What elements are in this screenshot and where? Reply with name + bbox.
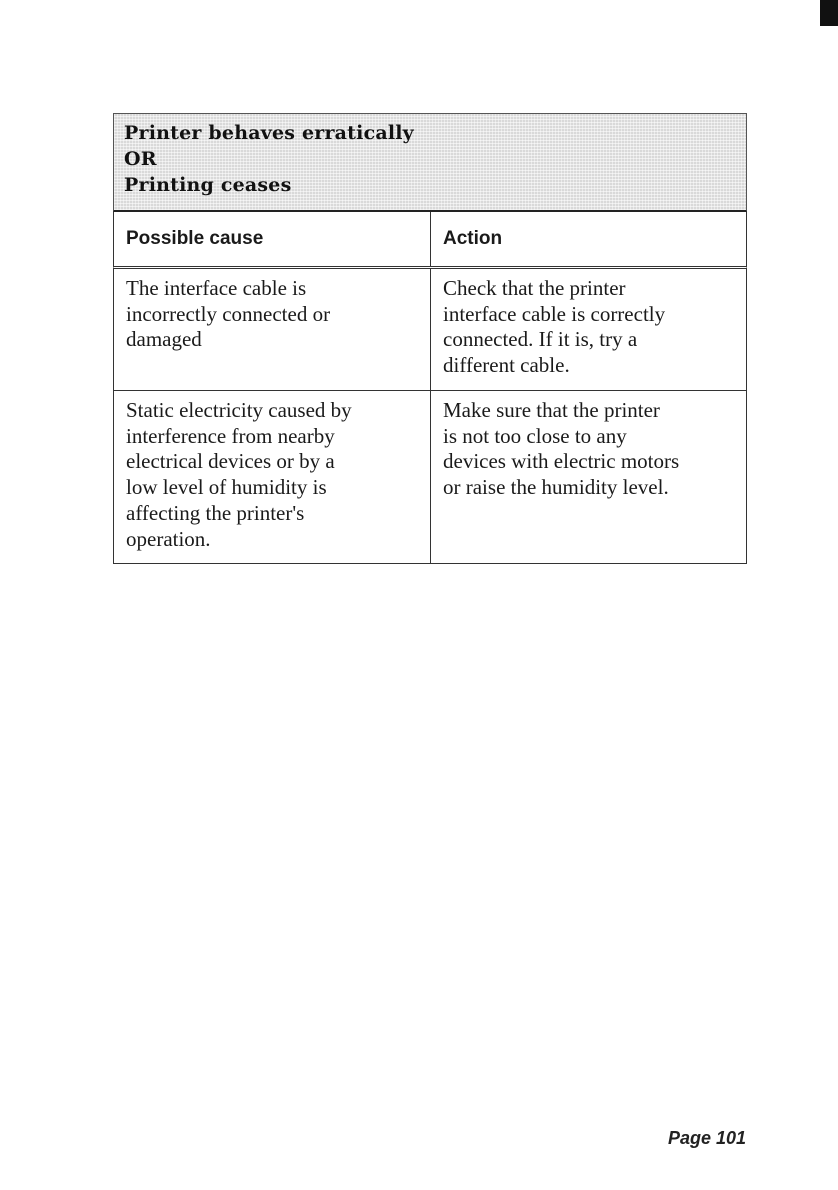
cause-cell: Static electricity caused by interference from nearby electrical devices or by a low level of humidity is affecting the printer's operation.: [114, 391, 431, 563]
page-number: Page 101: [667, 1128, 746, 1148]
table-title-line-2: OR: [124, 148, 157, 170]
table-row: [113, 391, 747, 564]
header-possible-cause: Possible cause: [114, 212, 431, 266]
action-cell: Check that the printer interface cable is correctly connected. If it is, try a different cable.: [443, 276, 666, 378]
header-action: Action: [443, 228, 503, 249]
table-row: [113, 269, 747, 391]
table-title-band: [113, 113, 747, 212]
table-title-line-1: Printer behaves erratically: [124, 122, 414, 144]
corner-registration-mark: [820, 0, 838, 26]
troubleshooting-table: [113, 113, 747, 564]
cause-cell: The interface cable is incorrectly connected or damaged: [114, 269, 431, 390]
table-header-row: [113, 212, 747, 269]
table-title-line-3: Printing ceases: [124, 174, 292, 196]
action-cell: Make sure that the printer is not too close to any devices with electric motors or raise the humidity level.: [443, 398, 680, 500]
